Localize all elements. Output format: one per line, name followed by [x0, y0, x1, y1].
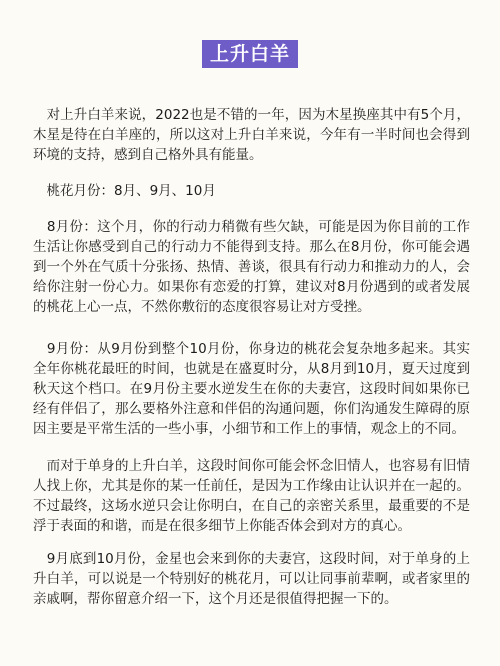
september-paragraph: 9月份：从9月份到整个10月份，你身边的桃花会复杂地多起来。其实全年你桃花最旺的时间，也就是在盛夏时分，从8月到10月，夏天过度到秋天这个档口。在9月份主要水逆发生在你的夫妻宫，这段时间如果你已经有伴侣了，那么要格外注意和伴侣的沟通问题，你们沟通发生障碍的原因主要是平常生活的一些小事，小细节和工作上的事情，观念上的不同。 [33, 341, 470, 437]
page-title: 上升白羊 [202, 40, 298, 68]
august-paragraph: 8月份：这个月，你的行动力稍微有些欠缺，可能是因为你目前的工作生活让你感受到自己的行动力不能得到支持。那么在8月份，你可能会遇到一个外在气质十分张扬、热情、善谈，很具有行动力和推动力的人，会给你注射一份心力。如果你有恋爱的打算，建议对8月份遇到的或者发展的桃花上心一点，不然你敷衍的态度很容易让对方受挫。 [33, 219, 470, 315]
intro-paragraph: 对上升白羊来说，2022也是不错的一年，因为木星换座其中有5个月，木星是待在白羊座的，所以这对上升白羊来说，今年有一半时间也会得到环境的支持，感到自己格外具有能量。 [33, 107, 470, 163]
peach-blossom-months: 桃花月份：8月、9月、10月 [33, 183, 216, 199]
title-banner [0, 40, 500, 68]
single-paragraph: 而对于单身的上升白羊，这段时间你可能会怀念旧情人，也容易有旧情人找上你，尤其是你的某一任前任，是因为工作缘由让认识并在一起的。不过最终，这场水逆只会让你明白，在自己的亲密关系里，最重要的不是浮于表面的和谐，而是在很多细节上你能否体会到对方的真心。 [33, 458, 470, 534]
october-paragraph: 9月底到10月份，金星也会来到你的夫妻宫，这段时间，对于单身的上升白羊，可以说是一个特别好的桃花月，可以让同事前辈啊，或者家里的亲戚啊，帮你留意介绍一下，这个月还是很值得把握一下的。 [33, 551, 470, 607]
